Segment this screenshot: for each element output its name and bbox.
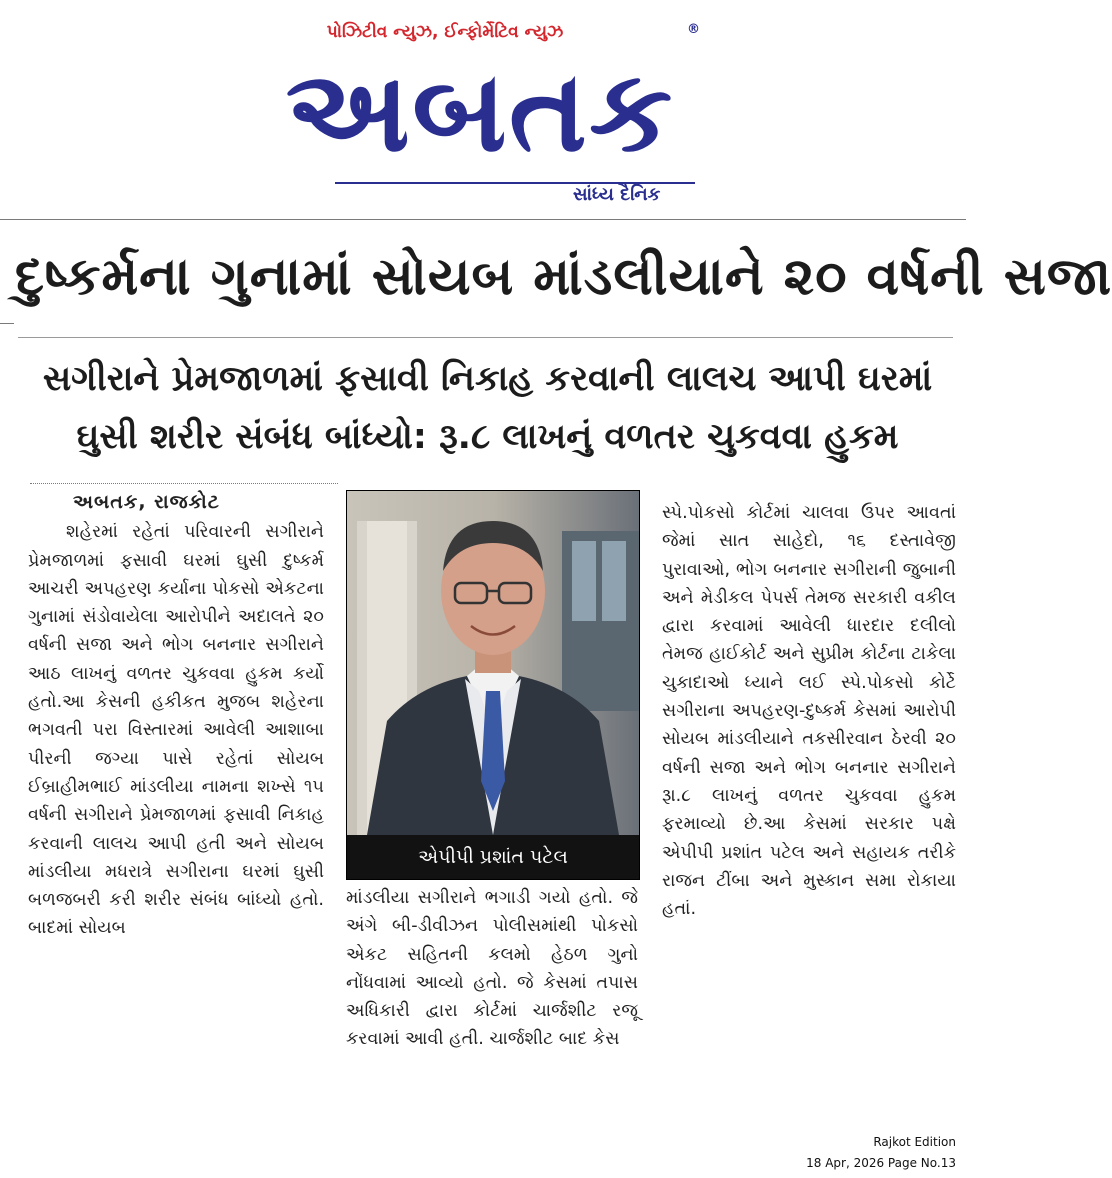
column-2-text: માંડલીયા સગીરાને ભગાડી ગયો હતો. જે અંગે બી-ડીવીઝન પોલીસમાંથી પોકસો એકટ સહિતની કલમો હેઠળ ગુનો નોંધવામાં આવ્યો હતો. જે કેસમાં તપાસ અધિકારી દ્વારા કોર્ટમાં ચાર્જશીટ રજૂ કરવામાં આવી હતી. ચાર્જશીટ બાદ કેસ: [346, 888, 638, 1050]
edition-label: સાંધ્ય દૈનિક: [573, 184, 661, 205]
subheadline: [20, 350, 955, 466]
article-column-3: [662, 499, 956, 923]
headline: દુષ્કર્મના ગુનામાં સોયબ માંડલીયાને ૨૦ વર્ષની સજા: [15, 247, 1112, 307]
article-column-1: [28, 488, 324, 943]
newspaper-logo: અબતક: [285, 45, 675, 177]
masthead-tagline: પોઝિટીવ ન્યુઝ, ઈન્ફોર્મેટિવ ન્યુઝ: [326, 22, 564, 42]
masthead: [255, 14, 705, 204]
registered-mark: ®: [687, 22, 700, 37]
headline-divider: [18, 337, 953, 338]
page-footer: [806, 1132, 956, 1174]
left-margin-tick: [0, 323, 14, 324]
column-3-text: સ્પે.પોકસો કોર્ટમાં ચાલવા ઉપર આવતાં જેમાં સાત સાહેદો, ૧૬ દસ્તાવેજી પુરાવાઓ, ભોગ બનનાર સગીરાની જુબાની અને મેડીકલ પેપર્સ તેમજ સરકારી વકીલ દ્વારા કરવામાં આવેલી ધારદાર દલીલો તેમજ હાઈકોર્ટ અને સુપ્રીમ કોર્ટના ટાકેલા ચુકાદાઓ ધ્યાને લઈ સ્પે.પોકસો કોર્ટે સગીરાના અપહરણ-દુષ્કર્મ કેસમાં આરોપી સોયબ માંડલીયાને તકસીરવાન ઠેરવી ૨૦ વર્ષની સજા અને ભોગ બનનાર સગીરાને રૂા.૮ લાખનું વળતર ચુકવવા હુકમ ફરમાવ્યો છે.આ કેસમાં સરકાર પક્ષે એપીપી પ્રશાંત પટેલ અને સહાયક તરીકે રાજન ટીંબા અને મુસ્કાન સમા રોકાયા હતાં.: [662, 503, 956, 920]
subheadline-line-1: સગીરાને પ્રેમજાળમાં ફસાવી નિકાહ કરવાની લાલચ આપી ઘરમાં: [42, 359, 933, 399]
article-photo: [346, 490, 640, 880]
dateline-rule: [30, 483, 338, 484]
article-column-2: [346, 884, 638, 1054]
subheadline-line-2: ઘુસી શરીર સંબંધ બાંધ્યો: રૂ.૮ લાખનું વળતર ચુકવવા હુકમ: [76, 417, 899, 457]
dateline: અબતક, રાજકોટ: [73, 491, 220, 513]
masthead-divider: [0, 219, 966, 220]
footer-edition: Rajkot Edition: [873, 1135, 956, 1149]
footer-date-page: 18 Apr, 2026 Page No.13: [806, 1156, 956, 1170]
person-photo-illustration: [347, 491, 639, 835]
photo-caption: એપીપી પ્રશાંત પટેલ: [347, 835, 639, 879]
column-1-text: શહેરમાં રહેતાં પરિવારની સગીરાને પ્રેમજાળમાં ફસાવી ઘરમાં ઘુસી દુષ્કર્મ આચરી અપહરણ કર્યાના પોકસો એકટના ગુનામાં સંડોવાયેલા આરોપીને અદાલતે ૨૦ વર્ષની સજા અને ભોગ બનનાર સગીરાને આઠ લાખનું વળતર ચુકવવા હુકમ કર્યો હતો.આ કેસની હકીકત મુજબ શહેરના ભગવતી પરા વિસ્તારમાં આવેલી આશાબા પીરની જગ્યા પાસે રહેતાં સોયબ ઈબ્રાહીમભાઈ માંડલીયા નામના શખ્સે ૧૫ વર્ષની સગીરાને પ્રેમજાળમાં ફસાવી નિકાહ કરવાની લાલચ આપી હતી અને સોયબ માંડલીયા મધરાત્રે સગીરાના ઘરમાં ઘુસી બળજબરી કરી શરીર સંબંધ બાંધ્યો હતો. બાદમાં સોયબ: [28, 522, 324, 939]
